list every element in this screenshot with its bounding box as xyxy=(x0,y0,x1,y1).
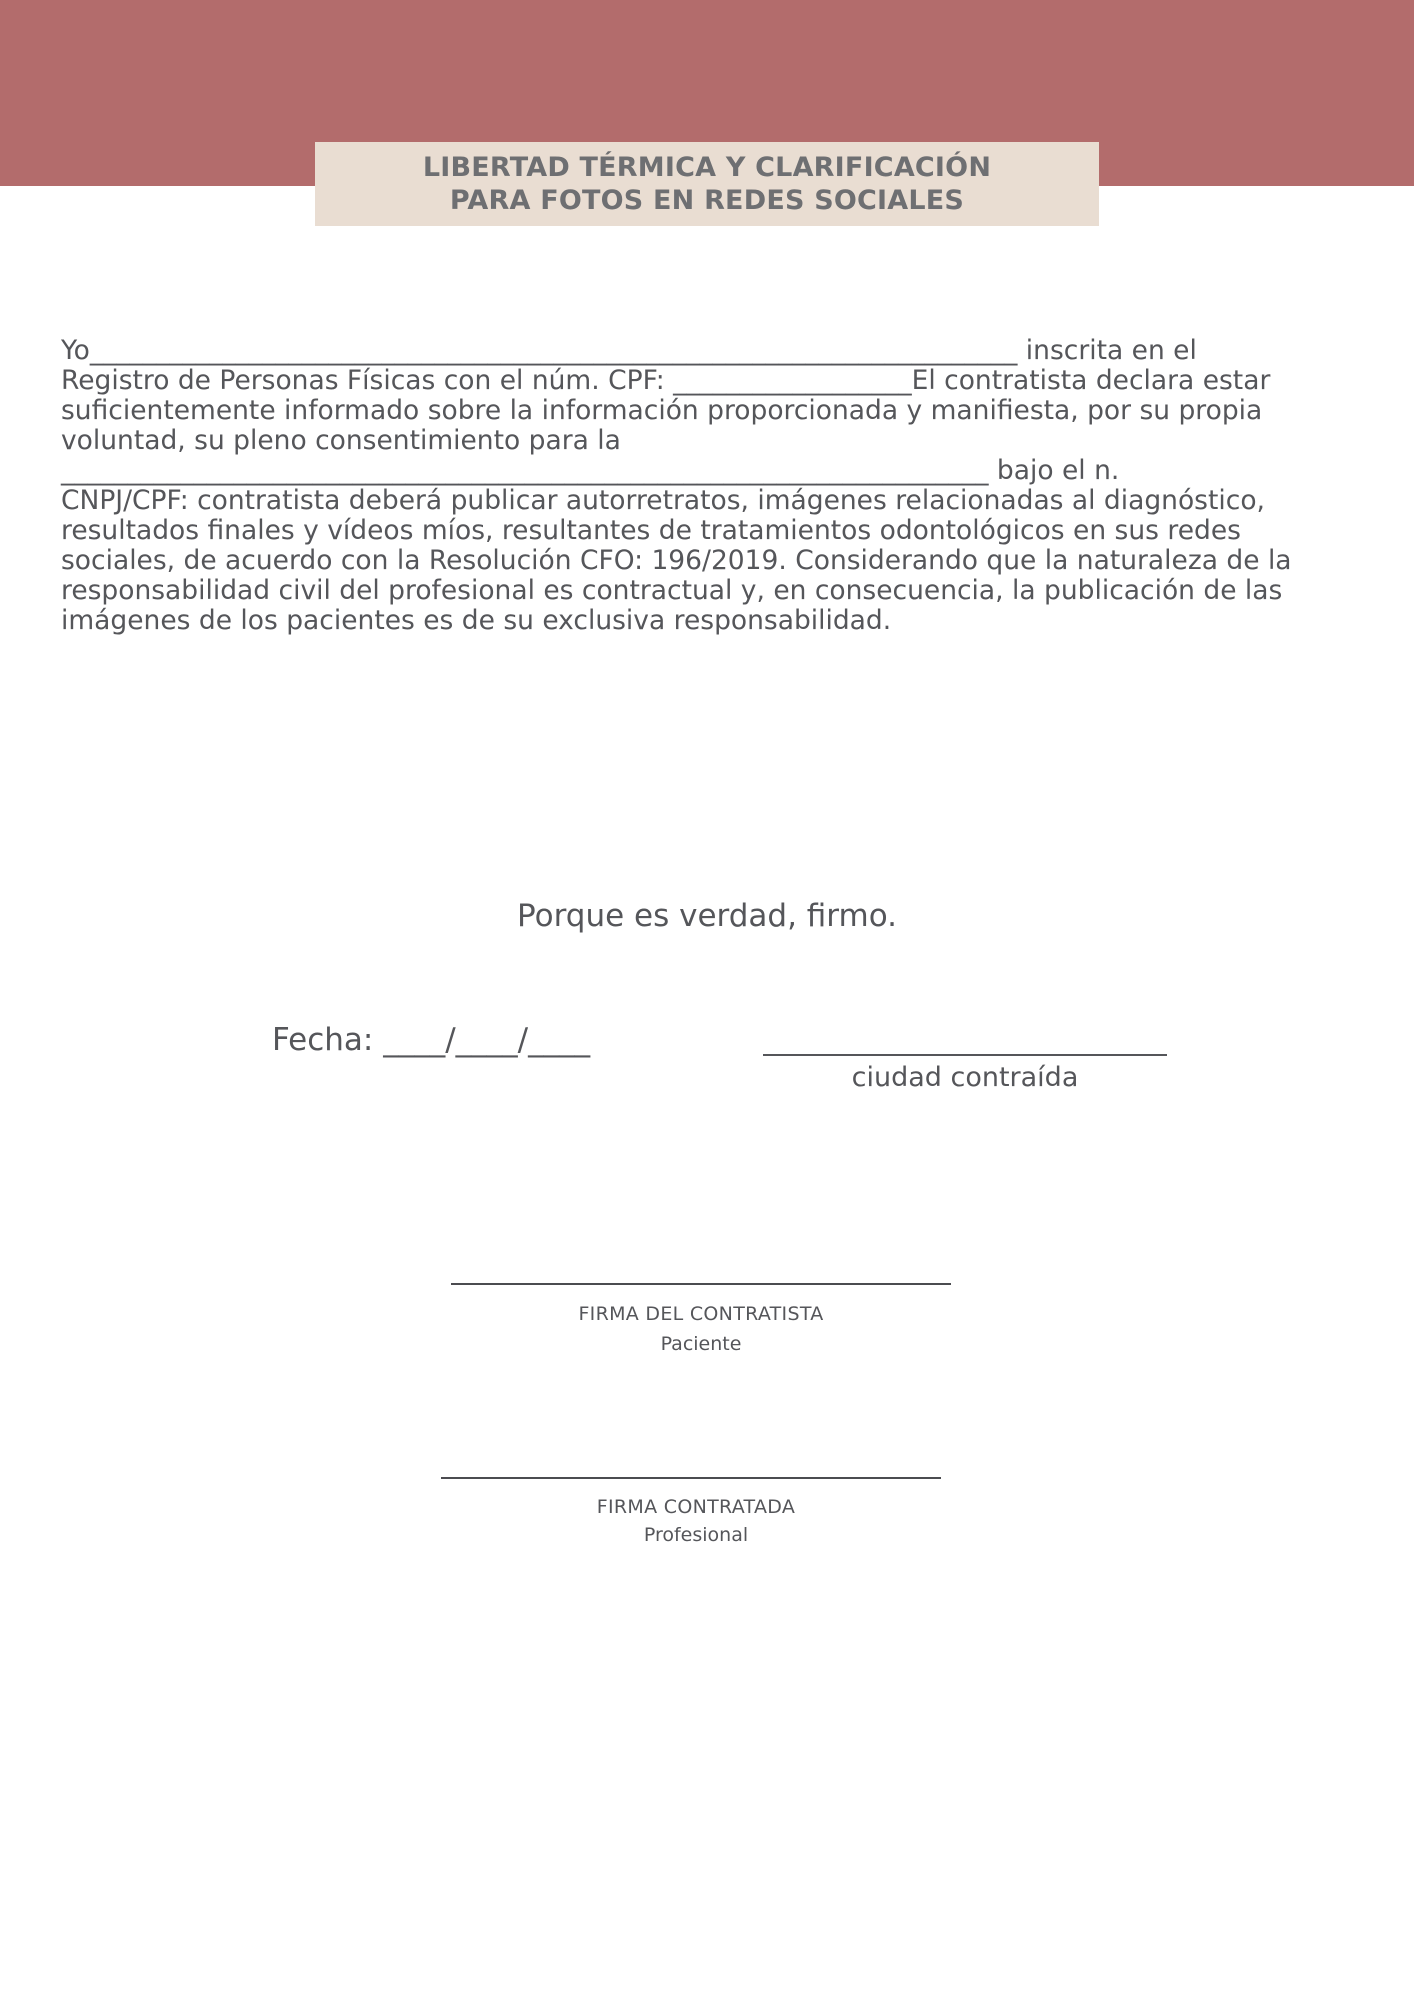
contractor-signature-line xyxy=(451,1283,951,1285)
paragraph-line-3: suficientemente informado sobre la información proporcionada y manifiesta, por su propia xyxy=(61,395,1263,426)
title-line-2: PARA FOTOS EN REDES SOCIALES xyxy=(449,185,965,216)
paragraph-line-9: responsabilidad civil del profesional es contractual y, en consecuencia, la publicación de las xyxy=(61,575,1283,606)
paragraph-line-2: Registro de Personas Físicas con el núm. CPF: __________________El contratista declara estar xyxy=(61,365,1271,396)
date-field: Fecha: ____/____/____ xyxy=(272,1022,591,1058)
paragraph-line-5: ______________________________________________________________________ bajo el n. xyxy=(61,455,1120,486)
paragraph-line-4: voluntad, su pleno consentimiento para la xyxy=(61,425,621,456)
paragraph-line-8: sociales, de acuerdo con la Resolución CFO: 196/2019. Considerando que la naturaleza de la xyxy=(61,545,1292,576)
closing-statement: Porque es verdad, firmo. xyxy=(517,898,897,934)
paragraph-line-1: Yo______________________________________________________________________ inscrita en el xyxy=(61,335,1197,366)
contracted-signature-title: FIRMA CONTRATADA xyxy=(596,1496,796,1518)
city-label: ciudad contraída xyxy=(851,1062,1079,1093)
paragraph-line-6: CNPJ/CPF: contratista deberá publicar autorretratos, imágenes relacionadas al diagnóstico, xyxy=(61,485,1265,516)
city-signature-line xyxy=(763,1054,1167,1056)
contracted-signature-role: Profesional xyxy=(643,1524,749,1546)
contractor-signature-title: FIRMA DEL CONTRATISTA xyxy=(578,1303,824,1325)
contractor-signature-role: Paciente xyxy=(660,1333,742,1355)
consent-paragraph xyxy=(61,336,1351,636)
paragraph-line-10: imágenes de los pacientes es de su exclusiva responsabilidad. xyxy=(61,605,892,636)
contracted-signature-line xyxy=(441,1477,941,1479)
title-box xyxy=(315,142,1099,226)
paragraph-line-7: resultados finales y vídeos míos, resultantes de tratamientos odontológicos en sus redes xyxy=(61,515,1241,546)
title-line-1: LIBERTAD TÉRMICA Y CLARIFICACIÓN xyxy=(422,152,992,183)
